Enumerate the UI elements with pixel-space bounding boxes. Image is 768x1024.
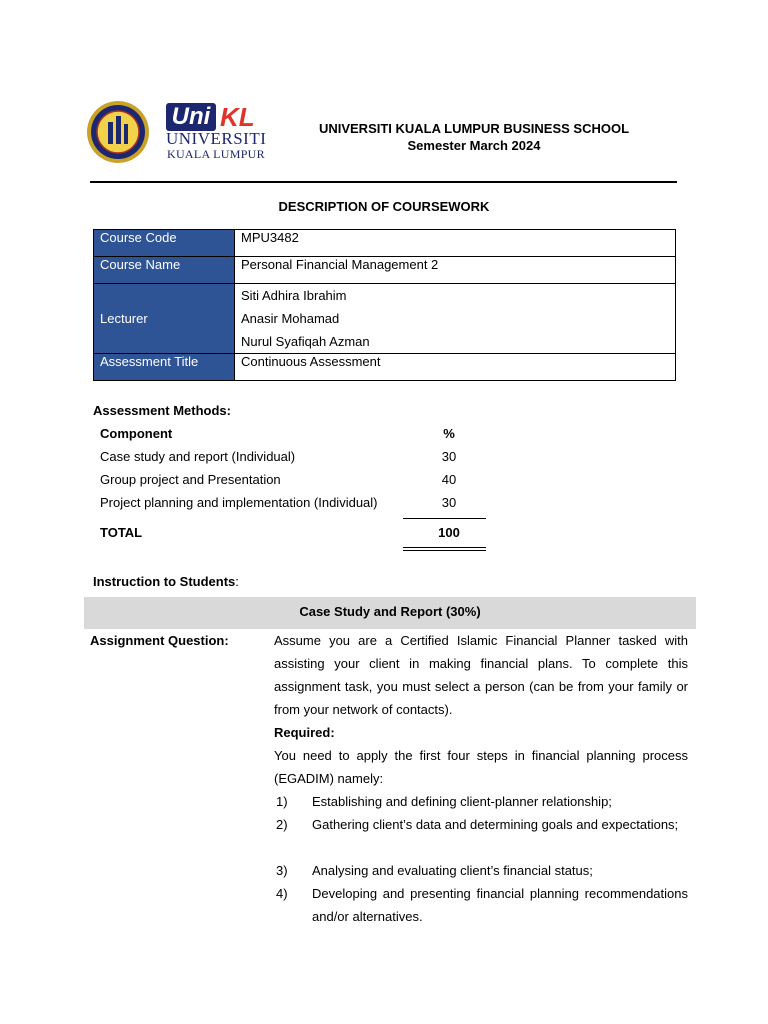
step-text: Establishing and defining client-planner relationship;: [312, 794, 612, 809]
logo-kuala-lumpur-text: KUALA LUMPUR: [167, 147, 265, 161]
step-text: Developing and presenting financial planning recommendations and/or alternatives.: [312, 886, 688, 924]
step-number: 1): [276, 794, 288, 809]
document-title: DESCRIPTION OF COURSEWORK: [278, 199, 490, 214]
total-label: TOTAL: [100, 525, 143, 540]
subtotal-rule: [403, 518, 486, 519]
course-code-label: Course Code: [94, 230, 235, 257]
assignment-question-text: Assume you are a Certified Islamic Financial Planner tasked with assisting your client in making financial plans. To complete this assignment task, you must select a person (can be from your family or from your network of contacts).: [274, 633, 688, 717]
instructions-colon: :: [235, 574, 239, 589]
method-component: Group project and Presentation: [100, 472, 281, 487]
header-divider: [90, 181, 677, 183]
instructions-heading: Instruction to Students: [93, 574, 236, 589]
method-percent: 30: [441, 449, 457, 464]
assessment-title-label: Assessment Title: [94, 354, 235, 381]
method-component: Project planning and implementation (Individual): [100, 495, 378, 510]
course-code-value: MPU3482: [235, 230, 676, 257]
assessment-title-row: [94, 354, 676, 381]
method-percent: 30: [441, 495, 457, 510]
course-code-row: [94, 230, 676, 257]
logo-universiti-text: UNIVERSITI: [166, 129, 267, 148]
step-number: 2): [276, 817, 288, 832]
total-value: 100: [438, 525, 460, 540]
lecturer-values: [235, 284, 676, 354]
step-number: 4): [276, 886, 288, 901]
lecturer-label: Lecturer: [94, 284, 235, 354]
step-text: Analysing and evaluating client’s financial status;: [312, 863, 593, 878]
method-percent: 40: [441, 472, 457, 487]
method-component: Case study and report (Individual): [100, 449, 296, 464]
percent-column-header: %: [443, 426, 455, 441]
school-name: UNIVERSITI KUALA LUMPUR BUSINESS SCHOOL: [318, 121, 630, 136]
semester: Semester March 2024: [407, 138, 541, 153]
course-info-table: [93, 229, 676, 381]
university-seal-logo: [86, 100, 150, 164]
course-name-row: [94, 257, 676, 284]
lecturer-name: Anasir Mohamad: [241, 311, 340, 326]
step-text: Gathering client’s data and determining goals and expectations;: [312, 817, 679, 832]
total-double-rule-bottom: [403, 550, 486, 551]
component-column-header: Component: [100, 426, 173, 441]
logo-uni-text: Uni: [166, 103, 216, 131]
step-number: 3): [276, 863, 288, 878]
assessment-methods-heading: Assessment Methods:: [93, 403, 231, 418]
logo-kl-text: KL: [220, 102, 255, 132]
assignment-question-label: Assignment Question:: [90, 633, 229, 648]
section-title: Case Study and Report (30%): [299, 604, 481, 619]
section-band: [84, 597, 696, 629]
required-text: You need to apply the first four steps in financial planning process (EGADIM) namely:: [274, 748, 688, 786]
assessment-title-value: Continuous Assessment: [235, 354, 676, 381]
required-label: Required:: [274, 725, 335, 740]
lecturer-name: Siti Adhira Ibrahim: [241, 288, 347, 303]
course-name-label: Course Name: [94, 257, 235, 284]
total-double-rule-top: [403, 547, 486, 548]
lecturer-name: Nurul Syafiqah Azman: [241, 334, 370, 349]
unikl-logo: [166, 103, 270, 159]
lecturer-row: [94, 284, 676, 354]
instructions-heading-line: [93, 574, 239, 589]
course-name-value: Personal Financial Management 2: [235, 257, 676, 284]
